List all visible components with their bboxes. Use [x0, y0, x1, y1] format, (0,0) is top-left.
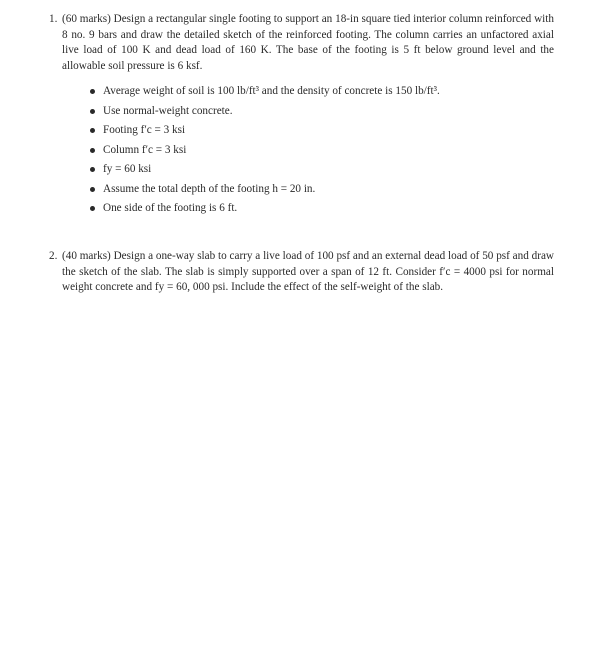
list-item-text: Use normal-weight concrete. [103, 104, 233, 117]
bullet-icon [90, 109, 95, 114]
problem-statement: (40 marks) Design a one-way slab to carry a live load of 100 psf and an external dead load of 50 psf and draw the sketch of the slab. The slab is simply supported over a span of 12 ft. Consider f′c = 4000 psi for normal weight concrete and fy = 60, 000 psi. Include the effect of the self-weight of the slab. [62, 250, 554, 294]
list-item-text: fy = 60 ksi [103, 163, 152, 176]
problem-1 [49, 12, 554, 221]
list-item [62, 201, 554, 221]
problem-2 [49, 249, 554, 296]
bullet-icon [90, 206, 95, 211]
problem-number: 2. [49, 250, 58, 262]
list-item-text: Footing f′c = 3 ksi [103, 124, 186, 137]
bullet-icon [90, 148, 95, 153]
list-item [62, 182, 554, 202]
problem-statement: (60 marks) Design a rectangular single footing to support an 18-in square tied interior column reinforced with 8 no. 9 bars and draw the detailed sketch of the reinforced footing. The column carries an unfactored axial live load of 100 K and dead load of 160 K. The base of the footing is 5 ft below ground level and the allowable soil pressure is 6 ksf. [62, 13, 554, 72]
list-item-text: Assume the total depth of the footing h = 20 in. [103, 182, 316, 195]
given-list [62, 84, 554, 221]
list-item [62, 104, 554, 124]
list-item-text: Column f′c = 3 ksi [103, 143, 187, 156]
list-item [62, 84, 554, 104]
list-item-text: Average weight of soil is 100 lb/ft³ and the density of concrete is 150 lb/ft³. [103, 85, 440, 98]
bullet-icon [90, 167, 95, 172]
bullet-icon [90, 187, 95, 192]
list-item [62, 162, 554, 182]
list-item [62, 143, 554, 163]
bullet-icon [90, 128, 95, 133]
bullet-icon [90, 89, 95, 94]
list-item [62, 123, 554, 143]
list-item-text: One side of the footing is 6 ft. [103, 202, 238, 215]
problem-number: 1. [49, 13, 58, 25]
